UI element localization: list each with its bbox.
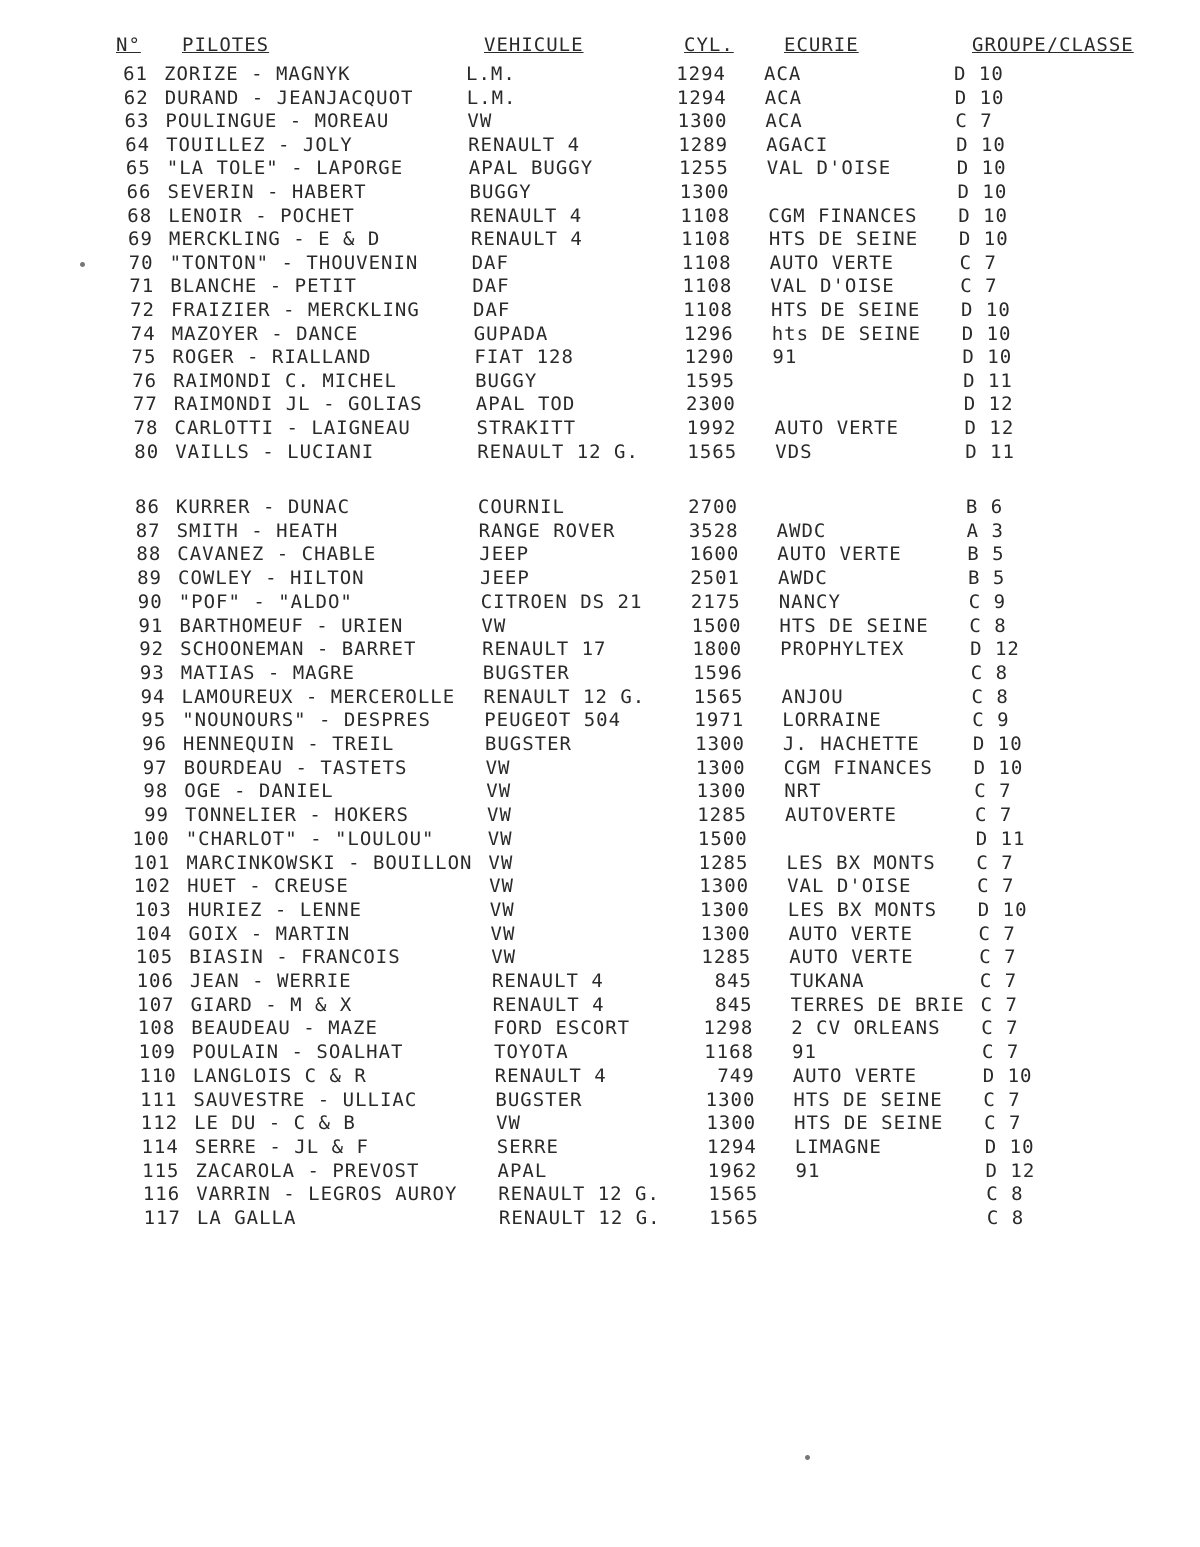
cell-vehicule: GUPADA [473,322,549,345]
cell-no: 69 [128,228,153,251]
cell-no: 74 [130,322,156,345]
cell-cyl: 845 [714,970,752,992]
cell-ecurie: 91 [772,346,798,369]
cell-vehicule: TOYOTA [494,1041,569,1064]
cell-vehicule: BUGSTER [484,733,572,755]
cell-cyl: 1800 [692,638,743,661]
cell-ecurie: AUTO VERTE [777,543,902,566]
cell-no: 95 [141,709,167,732]
cell-groupe: C 9 [972,709,1010,732]
cell-vehicule: VW [488,851,514,874]
cell-groupe: B 5 [967,543,1005,566]
cell-groupe: C 8 [969,614,1007,637]
cell-vehicule: APAL BUGGY [468,157,594,180]
cell-groupe: D 11 [965,440,1015,463]
cell-no: 97 [142,756,168,779]
cell-no: 116 [142,1183,181,1206]
header-vehicule: VEHICULE [484,34,584,56]
cell-ecurie: LES BX MONTS [786,851,936,874]
cell-cyl: 1300 [699,875,750,898]
cell-no: 62 [123,86,149,109]
cell-cyl: 1290 [684,346,735,369]
cell-groupe: D 12 [964,417,1015,439]
cell-pilotes: RAIMONDI C. MICHEL [173,369,397,392]
cell-vehicule: VW [489,875,514,898]
cell-no: 103 [134,898,172,921]
cell-pilotes: LAMOUREUX - MERCEROLLE [181,685,456,708]
cell-pilotes: "NOUNOURS" - DESPRES [182,709,431,732]
cell-groupe: D 10 [982,1064,1033,1087]
cell-no: 63 [124,110,150,133]
cell-ecurie: AGACI [766,133,829,156]
cell-groupe: C 7 [975,804,1013,827]
cell-no: 115 [142,1159,180,1182]
cell-vehicule: RENAULT 4 [470,204,583,227]
cell-pilotes: KURRER - DUNAC [175,496,351,518]
cell-pilotes: HUET - CREUSE [187,875,349,898]
cell-ecurie: AUTOVERTE [785,804,897,827]
cell-pilotes: HURIEZ - LENNE [187,898,362,921]
cell-no: 102 [133,875,172,898]
cell-no: 64 [125,133,151,156]
cell-no: 98 [143,780,169,803]
cell-vehicule: RANGE ROVER [478,519,616,542]
cell-cyl: 1300 [696,780,747,803]
cell-no: 108 [137,1017,176,1040]
cell-groupe: C 7 [960,275,998,298]
cell-ecurie: AUTO VERTE [789,946,914,969]
cell-cyl: 1992 [686,417,737,439]
cell-groupe: D 10 [961,299,1011,321]
cell-groupe: B 6 [965,496,1004,518]
cell-groupe: D 11 [975,827,1026,850]
cell-vehicule: APAL TOD [475,393,576,416]
cell-vehicule: VW [487,804,512,827]
cell-cyl: 1300 [677,110,728,133]
cell-groupe: C 8 [986,1207,1025,1229]
cell-pilotes: ZACAROLA - PREVOST [195,1159,420,1182]
cell-cyl: 1565 [693,685,744,708]
cell-vehicule: APAL [497,1159,548,1182]
cell-vehicule: BUGGY [469,181,532,203]
cell-pilotes: BIASIN - FRANCOIS [189,946,401,969]
cell-no: 93 [139,661,165,684]
cell-vehicule: STRAKITT [476,417,577,439]
cell-pilotes: MARCINKOWSKI - BOUILLON [186,851,473,874]
cell-cyl: 1285 [701,946,752,969]
cell-groupe: C 8 [986,1183,1024,1206]
cell-ecurie: AUTO VERTE [788,922,913,945]
cell-pilotes: ZORIZE - MAGNYK [164,63,351,85]
cell-cyl: 1298 [703,1017,754,1040]
cell-cyl: 1285 [698,851,749,874]
cell-vehicule: RENAULT 17 [482,638,607,661]
cell-vehicule: FORD ESCORT [493,1017,631,1040]
cell-no: 75 [131,346,157,369]
cell-no: 109 [138,1041,176,1064]
cell-no: 65 [125,157,151,180]
cell-cyl: 1600 [689,543,740,566]
cell-groupe: D 12 [985,1159,1036,1182]
cell-cyl: 1108 [680,204,731,227]
cell-no: 101 [133,851,171,874]
cell-cyl: 1296 [683,322,734,345]
cell-cyl: 1300 [679,181,730,203]
cell-no: 111 [140,1088,178,1111]
cell-ecurie: LORRAINE [782,709,882,732]
cell-cyl: 1300 [705,1088,756,1111]
cell-ecurie: PROPHYLTEX [780,638,905,661]
cell-cyl: 2175 [690,590,741,613]
cell-ecurie: CGM FINANCES [768,204,918,227]
cell-groupe: D 10 [954,86,1005,109]
cell-ecurie: AWDC [778,567,828,590]
cell-ecurie: TERRES DE BRIE [790,993,965,1016]
cell-pilotes: MERCKLING - E & D [168,228,381,251]
cell-groupe: D 10 [956,133,1006,156]
cell-vehicule: VW [490,922,516,945]
cell-pilotes: VAILLS - LUCIANI [175,440,375,463]
cell-vehicule: BUGSTER [495,1088,583,1111]
cell-vehicule: RENAULT 4 [494,1064,607,1087]
cell-groupe: C 7 [959,251,997,274]
cell-vehicule: VW [481,614,507,637]
cell-groupe: D 12 [963,393,1014,416]
cell-no: 100 [132,827,170,850]
cell-vehicule: VW [496,1112,521,1135]
cell-vehicule: JEEP [479,543,530,566]
cell-cyl: 1595 [685,369,736,392]
cell-pilotes: GIARD - M & X [190,993,353,1016]
cell-no: 66 [126,181,152,203]
cell-vehicule: SERRE [496,1135,559,1158]
cell-cyl: 1971 [694,709,745,732]
cell-groupe: D 12 [970,638,1020,661]
scan-speck [805,1455,810,1460]
cell-ecurie: LES BX MONTS [787,898,938,921]
cell-ecurie: ANJOU [781,685,844,708]
cell-cyl: 1108 [682,275,733,298]
cell-pilotes: SCHOONEMAN - BARRET [180,638,417,661]
cell-no: 80 [134,440,160,463]
cell-vehicule: RENAULT 4 [491,970,604,992]
cell-no: 70 [128,251,154,274]
cell-ecurie: ACA [764,63,802,85]
cell-cyl: 1294 [676,86,727,109]
header-cyl: CYL. [684,34,734,56]
cell-groupe: D 10 [973,756,1024,779]
cell-cyl: 1300 [700,898,750,921]
cell-pilotes: SAUVESTRE - ULLIAC [193,1088,418,1111]
cell-pilotes: BLANCHE - PETIT [170,275,357,298]
cell-pilotes: POULINGUE - MOREAU [165,110,390,133]
cell-no: 88 [136,543,162,566]
cell-pilotes: TOUILLEZ - JOLY [166,133,353,156]
cell-pilotes: LANGLOIS C & R [192,1064,367,1087]
cell-groupe: D 10 [972,733,1023,755]
cell-no: 90 [137,590,163,613]
scan-speck [80,262,85,267]
cell-pilotes: BEAUDEAU - MAZE [191,1017,378,1040]
cell-ecurie: LIMAGNE [794,1135,882,1158]
cell-no: 89 [137,567,162,590]
cell-cyl: 1285 [697,804,747,827]
cell-no: 76 [132,369,158,392]
cell-pilotes: JEAN - WERRIE [189,970,352,992]
cell-vehicule: RENAULT 12 G. [498,1207,661,1229]
cell-cyl: 1300 [706,1112,757,1135]
cell-groupe: C 7 [977,875,1015,898]
cell-no: 77 [132,393,158,416]
cell-pilotes: LA GALLA [196,1207,297,1229]
cell-ecurie: 2 CV ORLEANS [791,1017,941,1040]
cell-cyl: 1300 [695,756,746,779]
cell-cyl: 1108 [683,299,733,321]
cell-vehicule: RENAULT 12 G. [483,685,646,708]
header-number: N° [116,34,141,56]
cell-groupe: C 7 [955,110,993,133]
cell-pilotes: TONNELIER - HOKERS [185,804,409,827]
cell-groupe: D 10 [957,181,1008,203]
cell-vehicule: DAF [471,251,509,274]
cell-vehicule: JEEP [480,567,530,590]
cell-ecurie: J. HACHETTE [782,733,920,755]
cell-groupe: C 9 [968,590,1007,613]
cell-vehicule: PEUGEOT 504 [484,709,622,732]
cell-groupe: D 10 [958,228,1009,251]
cell-vehicule: DAF [473,299,511,321]
cell-pilotes: VARRIN - LEGROS AUROY [196,1183,458,1206]
cell-groupe: D 10 [956,157,1007,180]
cell-cyl: 1108 [681,228,731,251]
cell-cyl: 1294 [676,63,726,85]
cell-ecurie: HTS DE SEINE [768,228,919,251]
cell-no: 61 [123,63,148,85]
cell-groupe: D 10 [977,898,1028,921]
cell-groupe: D 10 [962,346,1013,369]
cell-pilotes: ROGER - RIALLAND [172,346,372,369]
cell-pilotes: COWLEY - HILTON [178,567,365,590]
cell-ecurie: ACA [764,86,803,109]
cell-groupe: C 7 [979,970,1018,992]
cell-ecurie: HTS DE SEINE [771,299,921,321]
cell-ecurie: NRT [784,780,822,803]
cell-vehicule: COURNIL [477,496,565,518]
cell-no: 96 [142,733,167,755]
cell-groupe: A 3 [966,519,1004,542]
cell-no: 112 [140,1112,179,1135]
cell-groupe: D 10 [958,204,1008,227]
cell-no: 106 [136,970,174,992]
cell-pilotes: SEVERIN - HABERT [167,181,367,203]
cell-vehicule: VW [485,756,511,779]
cell-groupe: D 10 [984,1135,1035,1158]
cell-no: 92 [139,638,165,661]
cell-cyl: 1294 [707,1135,757,1158]
cell-groupe: C 7 [983,1088,1021,1111]
cell-pilotes: BARTHOMEUF - URIEN [179,614,404,637]
cell-cyl: 1168 [704,1041,754,1064]
cell-vehicule: L.M. [466,86,517,109]
cell-vehicule: RENAULT 12 G. [477,440,639,463]
cell-no: 114 [141,1135,179,1158]
cell-pilotes: LE DU - C & B [194,1112,356,1135]
cell-cyl: 749 [717,1064,755,1087]
cell-pilotes: RAIMONDI JL - GOLIAS [173,393,423,416]
cell-cyl: 2300 [686,393,736,416]
cell-groupe: C 7 [974,780,1012,803]
cell-cyl: 1565 [708,1183,759,1206]
cell-ecurie: CGM FINANCES [783,756,933,779]
cell-cyl: 2501 [690,567,740,590]
cell-vehicule: VW [467,110,493,133]
cell-cyl: 1255 [679,157,729,180]
cell-pilotes: SMITH - HEATH [176,519,339,542]
cell-no: 99 [144,804,169,827]
cell-pilotes: LENOIR - POCHET [168,204,355,227]
cell-cyl: 1565 [709,1207,759,1229]
cell-groupe: D 11 [963,369,1013,392]
cell-pilotes: CARLOTTI - LAIGNEAU [174,417,411,439]
cell-cyl: 1565 [687,440,738,463]
cell-ecurie: HTS DE SEINE [794,1112,944,1135]
cell-ecurie: NANCY [778,590,841,613]
cell-groupe: C 7 [976,851,1014,874]
cell-pilotes: OGE - DANIEL [184,780,334,803]
cell-no: 68 [127,204,153,227]
cell-no: 78 [133,417,159,439]
cell-pilotes: "CHARLOT" - "LOULOU" [185,827,435,850]
cell-pilotes: POULAIN - SOALHAT [192,1041,404,1064]
cell-vehicule: DAF [472,275,510,298]
cell-vehicule: L.M. [466,63,516,85]
cell-ecurie: ACA [765,110,803,133]
cell-cyl: 1596 [693,661,743,684]
cell-groupe: D 10 [961,322,1012,345]
cell-groupe: C 8 [971,685,1009,708]
cell-cyl: 1289 [678,133,729,156]
cell-ecurie: HTS DE SEINE [779,614,929,637]
cell-ecurie: TUKANA [789,970,865,992]
cell-groupe: C 8 [970,661,1009,684]
cell-cyl: 1500 [697,827,748,850]
cell-no: 72 [130,299,155,321]
cell-ecurie: AUTO VERTE [769,251,894,274]
cell-groupe: C 7 [978,922,1016,945]
cell-vehicule: RENAULT 4 [468,133,581,156]
cell-pilotes: "TONTON" - THOUVENIN [169,251,419,274]
cell-pilotes: "LA TOLE" - LAPORGE [166,157,404,180]
cell-vehicule: CITROEN DS 21 [480,590,643,613]
cell-cyl: 1300 [700,922,751,945]
cell-vehicule: RENAULT 4 [470,228,583,251]
cell-ecurie: AUTO VERTE [774,417,899,439]
cell-cyl: 1962 [707,1159,758,1182]
cell-cyl: 3528 [688,519,739,542]
cell-pilotes: GOIX - MARTIN [188,922,351,945]
cell-ecurie: HTS DE SEINE [793,1088,943,1111]
cell-groupe: C 7 [984,1112,1022,1135]
cell-no: 107 [137,993,175,1016]
cell-ecurie: hts DE SEINE [771,322,921,345]
cell-groupe: B 5 [968,567,1006,590]
cell-groupe: C 7 [982,1041,1020,1064]
cell-no: 86 [135,496,160,518]
header-ecurie: ECURIE [784,34,859,56]
cell-no: 87 [135,519,161,542]
cell-cyl: 2700 [688,496,738,518]
cell-pilotes: MAZOYER - DANCE [171,322,359,345]
cell-no: 91 [138,614,164,637]
cell-cyl: 1108 [681,251,732,274]
cell-pilotes: MATIAS - MAGRE [180,661,355,684]
header-pilotes: PILOTES [182,34,270,56]
cell-vehicule: VW [489,898,515,921]
cell-ecurie: VAL D'OISE [770,275,895,298]
cell-ecurie: 91 [792,1041,817,1064]
cell-no: 117 [143,1207,181,1229]
cell-groupe: C 7 [980,993,1018,1016]
cell-ecurie: AWDC [776,519,827,542]
cell-groupe: D 10 [954,63,1004,85]
cell-pilotes: CAVANEZ - CHABLE [177,543,377,566]
cell-vehicule: VW [491,946,517,969]
cell-ecurie: VDS [775,440,813,463]
cell-ecurie: AUTO VERTE [792,1064,918,1087]
cell-no: 104 [135,922,173,945]
cell-cyl: 1300 [695,733,745,755]
cell-pilotes: "POF" - "ALDO" [178,590,353,613]
cell-vehicule: FIAT 128 [474,346,574,369]
header-groupe: GROUPE/CLASSE [972,34,1134,56]
cell-vehicule: BUGSTER [482,661,570,684]
cell-vehicule: VW [486,780,512,803]
cell-vehicule: RENAULT 12 G. [498,1183,660,1206]
cell-no: 105 [135,946,174,969]
cell-vehicule: RENAULT 4 [492,993,605,1016]
cell-pilotes: BOURDEAU - TASTETS [183,756,408,779]
cell-vehicule: VW [487,827,513,850]
cell-ecurie: VAL D'OISE [766,157,892,180]
cell-no: 110 [139,1064,177,1087]
cell-groupe: C 7 [981,1017,1019,1040]
cell-pilotes: FRAIZIER - MERCKLING [171,299,420,321]
cell-ecurie: VAL D'OISE [787,875,912,898]
cell-no: 94 [140,685,166,708]
cell-groupe: C 7 [979,946,1017,969]
cell-pilotes: DURAND - JEANJACQUOT [164,86,414,109]
cell-pilotes: SERRE - JL & F [194,1135,369,1158]
cell-ecurie: 91 [795,1159,821,1182]
cell-vehicule: BUGGY [475,369,538,392]
cell-no: 71 [129,275,155,298]
cell-cyl: 1500 [691,614,742,637]
cell-pilotes: HENNEQUIN - TREIL [182,733,395,755]
cell-cyl: 845 [715,993,753,1016]
